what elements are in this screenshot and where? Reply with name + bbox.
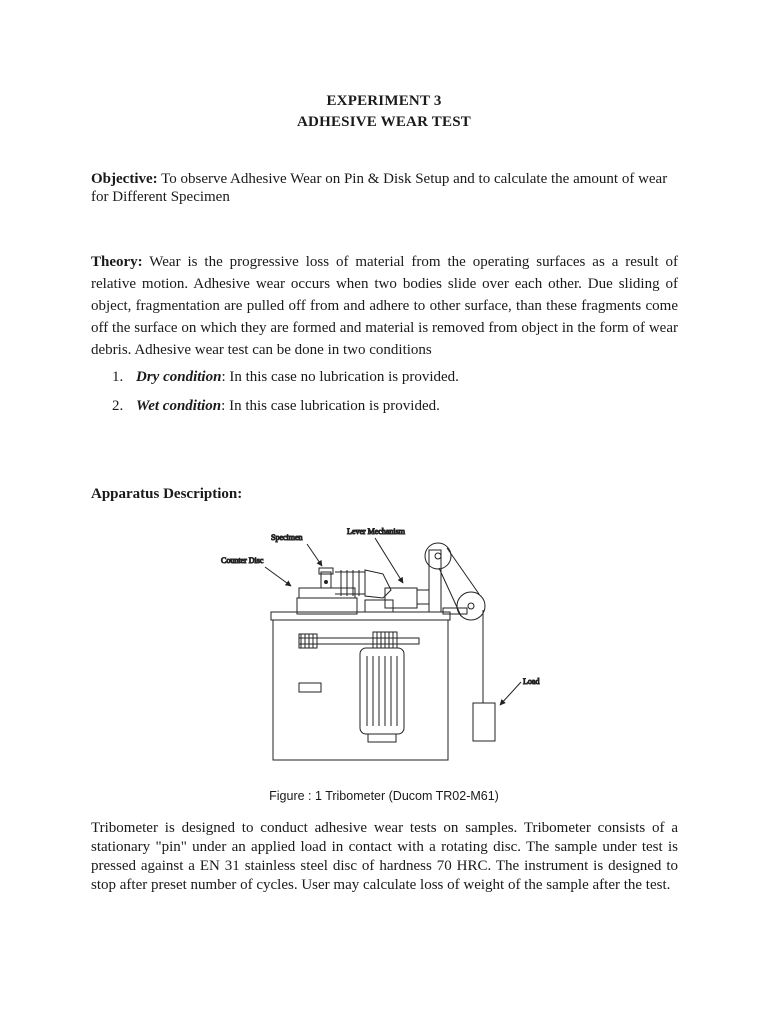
motor-fins: [367, 656, 397, 726]
theory-text: Wear is the progressive loss of material from the operating surfaces as a result of relative motion. Adhesive wear occurs when two bodies slide over each other. Due sliding of object, fragmentation are pulled off from and adhere to other surface, than these fragments come off the surface on which they are formed and material is removed from object in the form of wear debris. Adhesive wear test can be done in two conditions: [91, 254, 678, 358]
base-plate: [271, 612, 450, 620]
objective-text: To observe Adhesive Wear on Pin & Disk Setup and to calculate the amount of wear for Different Specimen: [91, 171, 668, 205]
load-label: Load: [523, 677, 540, 686]
control-panel: [299, 683, 321, 692]
objective-paragraph: [91, 170, 678, 206]
lever-arrow: [375, 538, 403, 583]
motor-base: [368, 734, 396, 742]
theory-label: Theory:: [91, 254, 143, 270]
condition-term: Dry condition: [136, 369, 222, 385]
lever-post: [429, 550, 441, 612]
condition-text: : In this case lubrication is provided.: [221, 398, 440, 414]
load-weight: [473, 703, 495, 741]
list-item: [112, 398, 440, 415]
experiment-title: ADHESIVE WEAR TEST: [297, 114, 471, 130]
list-item: [112, 369, 459, 386]
specimen-arrow: [307, 544, 322, 566]
list-number: 2.: [112, 398, 124, 414]
list-number: 1.: [112, 369, 124, 385]
pulley-bracket: [443, 608, 467, 614]
figure-caption: Figure : 1 Tribometer (Ducom TR02-M61): [269, 789, 499, 803]
description-paragraph: Tribometer is designed to conduct adhesive wear tests on samples. Tribometer consists of a stationary "pin" under an applied load in contact with a rotating disc. The sample under test is pressed against a EN 31 stainless steel disc of hardness 70 HRC. The instrument is designed to stop after preset number of cycles. User may calculate loss of weight of the sample after the test.: [91, 820, 678, 893]
specimen-label: Specimen: [271, 533, 303, 542]
condition-text: : In this case no lubrication is provided.: [221, 369, 459, 385]
apparatus-heading: Apparatus Description:: [91, 486, 243, 502]
experiment-number: EXPERIMENT 3: [326, 93, 442, 109]
bellows-coupling: [335, 570, 365, 596]
theory-paragraph: [91, 251, 678, 361]
counter-disc-arrow: [265, 567, 291, 586]
counter-disc-label: Counter Disc: [221, 556, 264, 565]
gear-left: [299, 634, 317, 648]
tribometer-diagram: [215, 520, 545, 775]
objective-label: Objective:: [91, 171, 158, 187]
lever-mechanism-label: Lever Mechanism: [347, 527, 405, 536]
lever-arm: [365, 570, 391, 598]
condition-term: Wet condition: [136, 398, 222, 414]
pulley-belt: [447, 548, 479, 594]
load-arrow: [500, 682, 521, 705]
